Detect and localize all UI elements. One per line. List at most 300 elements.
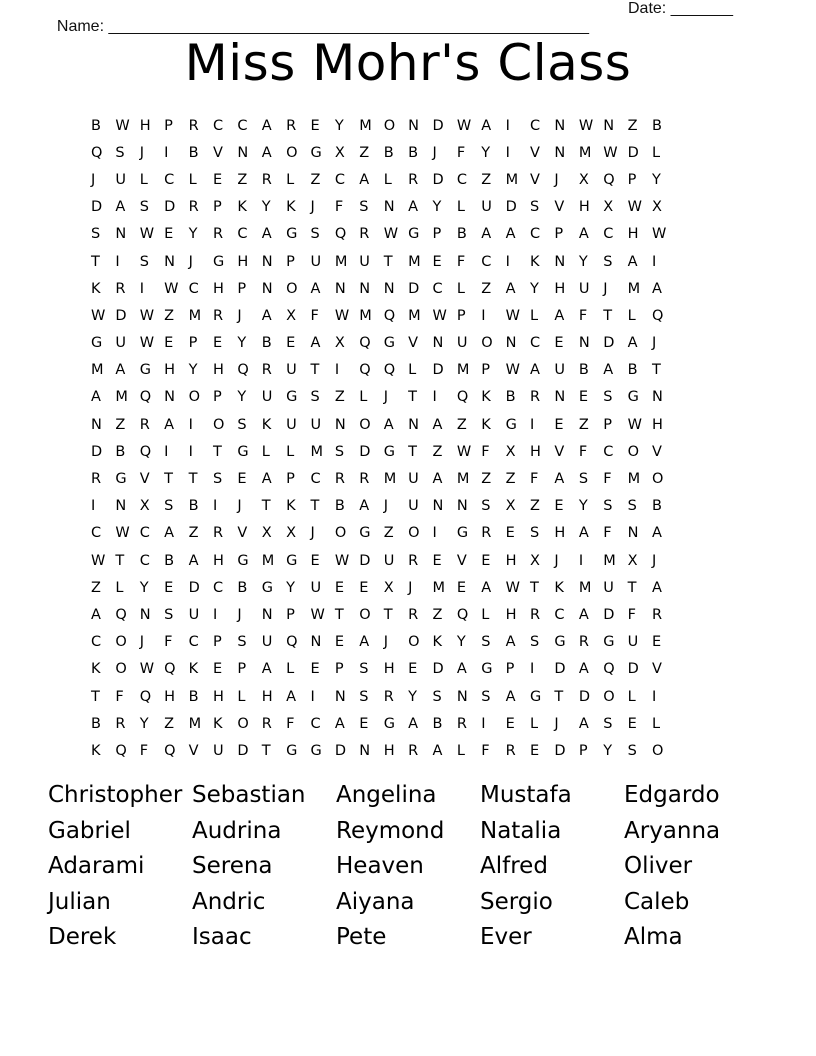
grid-letter: Z xyxy=(432,606,443,623)
grid-letter: H xyxy=(164,688,176,705)
grid-letter: U xyxy=(188,606,200,623)
grid-letter: A xyxy=(481,117,492,134)
grid-letter: R xyxy=(359,226,370,243)
grid-letter: E xyxy=(432,552,442,569)
grid-row xyxy=(91,357,681,384)
grid-letter: W xyxy=(91,552,106,569)
grid-letter: Y xyxy=(651,171,661,188)
grid-letter: I xyxy=(164,144,169,161)
word-list-item: Sebastian xyxy=(192,782,306,808)
grid-letter: D xyxy=(603,335,615,352)
grid-letter: U xyxy=(115,171,127,188)
grid-letter: J xyxy=(237,307,242,324)
grid-letter: U xyxy=(603,579,614,596)
grid-letter: J xyxy=(237,606,242,623)
grid-letter: R xyxy=(115,715,126,732)
word-search-grid xyxy=(91,112,681,765)
grid-letter: R xyxy=(212,307,224,324)
grid-letter: A xyxy=(188,552,199,569)
grid-letter: X xyxy=(286,307,297,324)
grid-letter: M xyxy=(578,579,592,596)
grid-letter: X xyxy=(334,335,345,352)
grid-letter: P xyxy=(554,226,564,243)
grid-letter: H xyxy=(237,253,249,270)
grid-letter: H xyxy=(627,226,639,243)
grid-letter: E xyxy=(286,335,296,352)
grid-letter: G xyxy=(359,525,371,542)
grid-letter: R xyxy=(261,715,272,732)
grid-letter: D xyxy=(578,688,590,705)
grid-letter: W xyxy=(334,552,350,569)
grid-letter: J xyxy=(188,253,193,270)
grid-letter: N xyxy=(383,280,395,297)
grid-letter: N xyxy=(408,117,419,134)
grid-letter: A xyxy=(651,525,662,542)
grid-letter: W xyxy=(310,606,325,623)
grid-letter: A xyxy=(286,688,297,705)
grid-letter: I xyxy=(651,688,657,705)
grid-letter: L xyxy=(359,389,368,406)
grid-letter: D xyxy=(554,661,566,678)
grid-letter: H xyxy=(651,416,663,433)
grid-letter: B xyxy=(91,715,101,732)
grid-letter: J xyxy=(432,144,437,161)
grid-letter: F xyxy=(334,199,344,216)
grid-letter: N xyxy=(334,688,346,705)
grid-letter: A xyxy=(115,199,126,216)
grid-letter: N xyxy=(432,498,444,515)
grid-letter: S xyxy=(481,688,491,705)
grid-letter: M xyxy=(603,552,616,569)
grid-letter: D xyxy=(359,552,371,569)
grid-letter: O xyxy=(408,634,420,651)
grid-letter: J xyxy=(310,525,315,542)
grid-row xyxy=(91,112,681,139)
grid-letter: I xyxy=(530,416,535,433)
grid-letter: Q xyxy=(164,742,176,759)
grid-letter: E xyxy=(164,579,174,596)
grid-letter: Z xyxy=(334,389,345,406)
grid-letter: P xyxy=(603,416,612,433)
grid-letter: B xyxy=(408,144,419,161)
grid-letter: K xyxy=(91,280,101,297)
grid-letter: Q xyxy=(91,144,103,161)
grid-letter: A xyxy=(91,606,101,623)
grid-letter: A xyxy=(261,471,272,488)
grid-letter: L xyxy=(456,280,465,297)
grid-letter: H xyxy=(505,606,517,623)
grid-letter: E xyxy=(310,552,320,569)
grid-letter: Y xyxy=(237,389,247,406)
grid-letter: M xyxy=(91,362,104,379)
grid-letter: Z xyxy=(237,171,248,188)
grid-letter: U xyxy=(554,362,566,379)
grid-letter: N xyxy=(115,226,127,243)
grid-letter: W xyxy=(164,280,179,297)
grid-letter: V xyxy=(530,144,540,161)
grid-letter: A xyxy=(651,280,662,297)
grid-letter: M xyxy=(334,253,348,270)
grid-letter: U xyxy=(212,742,224,759)
grid-letter: Z xyxy=(505,471,516,488)
grid-letter: I xyxy=(115,253,120,270)
grid-letter: Q xyxy=(383,307,396,324)
grid-letter: V xyxy=(456,552,467,569)
grid-letter: K xyxy=(481,389,491,406)
grid-letter: H xyxy=(505,552,517,569)
grid-letter: G xyxy=(286,226,298,243)
grid-letter: B xyxy=(578,362,589,379)
grid-letter: U xyxy=(261,389,273,406)
grid-letter: N xyxy=(651,389,663,406)
grid-letter: O xyxy=(651,471,664,488)
grid-letter: W xyxy=(115,117,130,134)
grid-letter: L xyxy=(261,443,270,460)
grid-letter: A xyxy=(261,117,272,134)
grid-letter: V xyxy=(408,335,418,352)
grid-letter: C xyxy=(554,606,565,623)
grid-letter: A xyxy=(554,307,565,324)
grid-letter: D xyxy=(627,661,639,678)
grid-letter: P xyxy=(334,661,344,678)
grid-letter: D xyxy=(603,606,615,623)
word-list-item: Audrina xyxy=(192,817,282,844)
grid-letter: U xyxy=(286,362,297,379)
grid-letter: L xyxy=(627,307,636,324)
grid-letter: M xyxy=(359,117,372,134)
word-list-item: Christopher xyxy=(48,782,183,808)
grid-letter: Y xyxy=(261,199,271,216)
grid-letter: Z xyxy=(310,171,321,188)
grid-letter: N xyxy=(456,498,468,515)
grid-letter: H xyxy=(164,362,176,379)
grid-letter: X xyxy=(578,171,589,188)
grid-letter: L xyxy=(115,579,124,596)
grid-letter: X xyxy=(383,579,394,596)
grid-letter: F xyxy=(456,253,466,270)
grid-letter: C xyxy=(139,552,150,569)
grid-letter: T xyxy=(115,552,125,569)
grid-letter: S xyxy=(627,742,637,759)
grid-letter: M xyxy=(188,715,202,732)
grid-letter: Q xyxy=(139,443,152,460)
grid-letter: A xyxy=(554,471,565,488)
grid-letter: S xyxy=(627,498,637,515)
grid-letter: X xyxy=(505,443,516,460)
grid-letter: V xyxy=(237,525,248,542)
grid-letter: F xyxy=(139,742,149,759)
grid-letter: V xyxy=(554,199,565,216)
grid-letter: G xyxy=(237,552,249,569)
grid-letter: T xyxy=(212,443,222,460)
grid-letter: A xyxy=(408,199,418,216)
grid-letter: A xyxy=(578,715,589,732)
grid-letter: O xyxy=(627,443,640,460)
grid-letter: C xyxy=(188,634,199,651)
grid-letter: D xyxy=(237,742,249,759)
grid-letter: L xyxy=(408,362,417,379)
grid-letter: L xyxy=(286,171,295,188)
grid-letter: F xyxy=(603,525,612,542)
grid-letter: W xyxy=(627,416,642,433)
grid-letter: W xyxy=(505,362,520,379)
grid-letter: S xyxy=(432,688,442,705)
grid-letter: P xyxy=(237,661,247,678)
grid-letter: E xyxy=(237,471,247,488)
grid-letter: C xyxy=(310,471,321,488)
grid-letter: C xyxy=(139,525,150,542)
grid-letter: N xyxy=(139,606,151,623)
grid-letter: T xyxy=(554,688,564,705)
grid-letter: E xyxy=(554,335,564,352)
grid-letter: L xyxy=(481,606,490,623)
grid-letter: O xyxy=(212,416,225,433)
grid-letter: A xyxy=(481,579,492,596)
grid-letter: A xyxy=(164,525,175,542)
grid-letter: W xyxy=(334,307,350,324)
grid-letter: Q xyxy=(603,661,615,678)
grid-letter: N xyxy=(456,688,468,705)
grid-row xyxy=(91,384,681,411)
grid-letter: N xyxy=(505,335,517,352)
grid-letter: L xyxy=(188,171,197,188)
grid-letter: A xyxy=(261,661,272,678)
grid-letter: D xyxy=(432,117,444,134)
grid-letter: X xyxy=(651,199,662,216)
grid-letter: R xyxy=(481,525,492,542)
grid-letter: C xyxy=(212,579,224,596)
grid-letter: J xyxy=(554,171,559,188)
grid-row xyxy=(91,139,681,166)
grid-letter: A xyxy=(432,742,443,759)
grid-letter: A xyxy=(432,471,443,488)
grid-letter: G xyxy=(261,579,273,596)
grid-letter: F xyxy=(115,688,124,705)
grid-letter: P xyxy=(578,742,588,759)
grid-letter: M xyxy=(261,552,275,569)
grid-letter: L xyxy=(383,171,392,188)
grid-letter: D xyxy=(432,661,444,678)
grid-letter: V xyxy=(139,471,150,488)
word-list-item: Pete xyxy=(336,924,387,950)
grid-letter: F xyxy=(481,443,490,460)
grid-letter: G xyxy=(139,362,152,379)
grid-letter: A xyxy=(578,661,589,678)
grid-letter: S xyxy=(237,634,247,651)
grid-letter: E xyxy=(359,715,369,732)
grid-letter: S xyxy=(115,144,125,161)
grid-letter: D xyxy=(505,199,517,216)
grid-letter: K xyxy=(188,661,199,678)
grid-letter: O xyxy=(359,416,371,433)
grid-letter: D xyxy=(91,199,103,216)
grid-row xyxy=(91,737,681,764)
grid-letter: U xyxy=(408,471,419,488)
word-list-item: Reymond xyxy=(336,817,445,844)
grid-letter: N xyxy=(164,253,176,270)
grid-letter: S xyxy=(91,226,101,243)
grid-letter: P xyxy=(212,634,222,651)
word-list-item: Angelina xyxy=(336,782,437,808)
grid-letter: R xyxy=(188,117,199,134)
grid-letter: Y xyxy=(530,280,539,297)
grid-letter: I xyxy=(651,253,657,270)
grid-letter: D xyxy=(164,199,176,216)
grid-letter: E xyxy=(578,389,588,406)
grid-letter: N xyxy=(359,742,371,759)
name-field-label: Name: ______________________________________________________ xyxy=(56,18,589,35)
grid-letter: S xyxy=(359,688,369,705)
grid-letter: K xyxy=(237,199,247,216)
grid-letter: Q xyxy=(334,226,347,243)
grid-letter: O xyxy=(286,144,298,161)
grid-letter: L xyxy=(237,688,246,705)
grid-letter: U xyxy=(578,280,590,297)
grid-letter: E xyxy=(554,416,564,433)
grid-letter: U xyxy=(627,634,639,651)
grid-letter: U xyxy=(310,579,322,596)
grid-letter: Q xyxy=(456,389,469,406)
word-list-item: Andric xyxy=(192,888,266,915)
grid-letter: I xyxy=(432,389,437,406)
grid-letter: E xyxy=(164,335,174,352)
grid-letter: F xyxy=(164,634,173,651)
grid-letter: M xyxy=(408,307,421,324)
grid-letter: J xyxy=(383,634,388,651)
grid-letter: L xyxy=(139,171,148,188)
grid-letter: G xyxy=(481,661,493,678)
grid-letter: R xyxy=(578,634,589,651)
grid-letter: N xyxy=(408,416,419,433)
grid-letter: K xyxy=(432,634,442,651)
grid-letter: S xyxy=(603,498,613,515)
grid-letter: B xyxy=(261,335,272,352)
grid-letter: P xyxy=(212,199,222,216)
grid-row xyxy=(91,166,681,193)
grid-letter: C xyxy=(432,280,443,297)
grid-letter: X xyxy=(627,552,638,569)
grid-letter: N xyxy=(554,253,566,270)
grid-letter: M xyxy=(578,144,592,161)
grid-letter: G xyxy=(627,389,639,406)
grid-letter: U xyxy=(286,416,297,433)
grid-letter: Q xyxy=(139,688,152,705)
grid-letter: T xyxy=(334,606,344,623)
grid-letter: K xyxy=(261,416,272,433)
grid-letter: W xyxy=(139,661,155,678)
grid-letter: T xyxy=(408,389,417,406)
grid-letter: A xyxy=(310,335,321,352)
grid-letter: C xyxy=(91,525,102,542)
word-list-item: Oliver xyxy=(624,853,693,879)
grid-letter: B xyxy=(237,579,248,596)
grid-letter: Z xyxy=(359,144,370,161)
grid-letter: T xyxy=(261,742,271,759)
grid-row xyxy=(91,302,681,329)
grid-letter: S xyxy=(310,389,320,406)
grid-letter: I xyxy=(530,661,535,678)
grid-row xyxy=(91,465,681,492)
grid-letter: P xyxy=(164,117,173,134)
grid-letter: G xyxy=(383,335,395,352)
grid-letter: E xyxy=(432,253,442,270)
grid-letter: C xyxy=(164,171,175,188)
grid-letter: S xyxy=(139,253,149,270)
grid-letter: K xyxy=(554,579,564,596)
word-list-item: Isaac xyxy=(192,924,252,950)
grid-letter: T xyxy=(261,498,271,515)
grid-letter: V xyxy=(212,144,223,161)
grid-letter: K xyxy=(286,498,296,515)
grid-letter: J xyxy=(554,715,559,732)
grid-letter: N xyxy=(115,498,127,515)
grid-letter: P xyxy=(481,362,490,379)
grid-letter: I xyxy=(188,416,193,433)
grid-letter: H xyxy=(261,688,273,705)
grid-letter: X xyxy=(530,552,540,569)
grid-letter: E xyxy=(505,525,515,542)
grid-letter: B xyxy=(505,389,516,406)
grid-letter: H xyxy=(554,280,566,297)
grid-letter: F xyxy=(286,715,295,732)
grid-letter: L xyxy=(286,661,295,678)
grid-letter: I xyxy=(578,552,584,569)
grid-letter: O xyxy=(383,117,396,134)
grid-letter: I xyxy=(310,688,315,705)
grid-letter: W xyxy=(578,117,594,134)
grid-letter: L xyxy=(456,199,465,216)
grid-letter: R xyxy=(505,742,516,759)
grid-letter: C xyxy=(334,171,346,188)
grid-letter: R xyxy=(139,416,150,433)
grid-letter: Y xyxy=(188,362,198,379)
grid-letter: F xyxy=(530,471,539,488)
grid-row xyxy=(91,601,681,628)
grid-letter: R xyxy=(408,552,419,569)
grid-letter: G xyxy=(554,634,566,651)
grid-letter: G xyxy=(286,552,298,569)
grid-letter: P xyxy=(627,171,637,188)
grid-letter: W xyxy=(139,335,155,352)
grid-letter: J xyxy=(310,199,315,216)
grid-letter: R xyxy=(408,606,419,623)
word-list-item: Aryanna xyxy=(624,817,721,844)
grid-letter: N xyxy=(383,199,395,216)
grid-letter: N xyxy=(554,117,566,134)
grid-letter: B xyxy=(651,117,662,134)
grid-letter: M xyxy=(505,171,519,188)
grid-letter: E xyxy=(212,661,223,678)
grid-letter: D xyxy=(91,443,103,460)
grid-letter: Y xyxy=(408,688,417,705)
grid-letter: E xyxy=(164,226,174,243)
grid-letter: Y xyxy=(286,579,295,596)
grid-letter: G xyxy=(383,715,395,732)
page-title: Miss Mohr's Class xyxy=(184,34,632,92)
word-list-item: Aiyana xyxy=(336,888,415,915)
grid-letter: C xyxy=(603,226,614,243)
grid-letter: O xyxy=(237,715,249,732)
grid-letter: W xyxy=(627,199,642,216)
word-list-item: Mustafa xyxy=(480,782,572,808)
grid-letter: Q xyxy=(359,362,371,379)
grid-letter: N xyxy=(261,253,273,270)
grid-letter: Q xyxy=(383,362,396,379)
grid-letter: N xyxy=(310,634,322,651)
grid-letter: Q xyxy=(115,742,127,759)
grid-letter: P xyxy=(286,606,295,623)
grid-letter: I xyxy=(164,443,169,460)
